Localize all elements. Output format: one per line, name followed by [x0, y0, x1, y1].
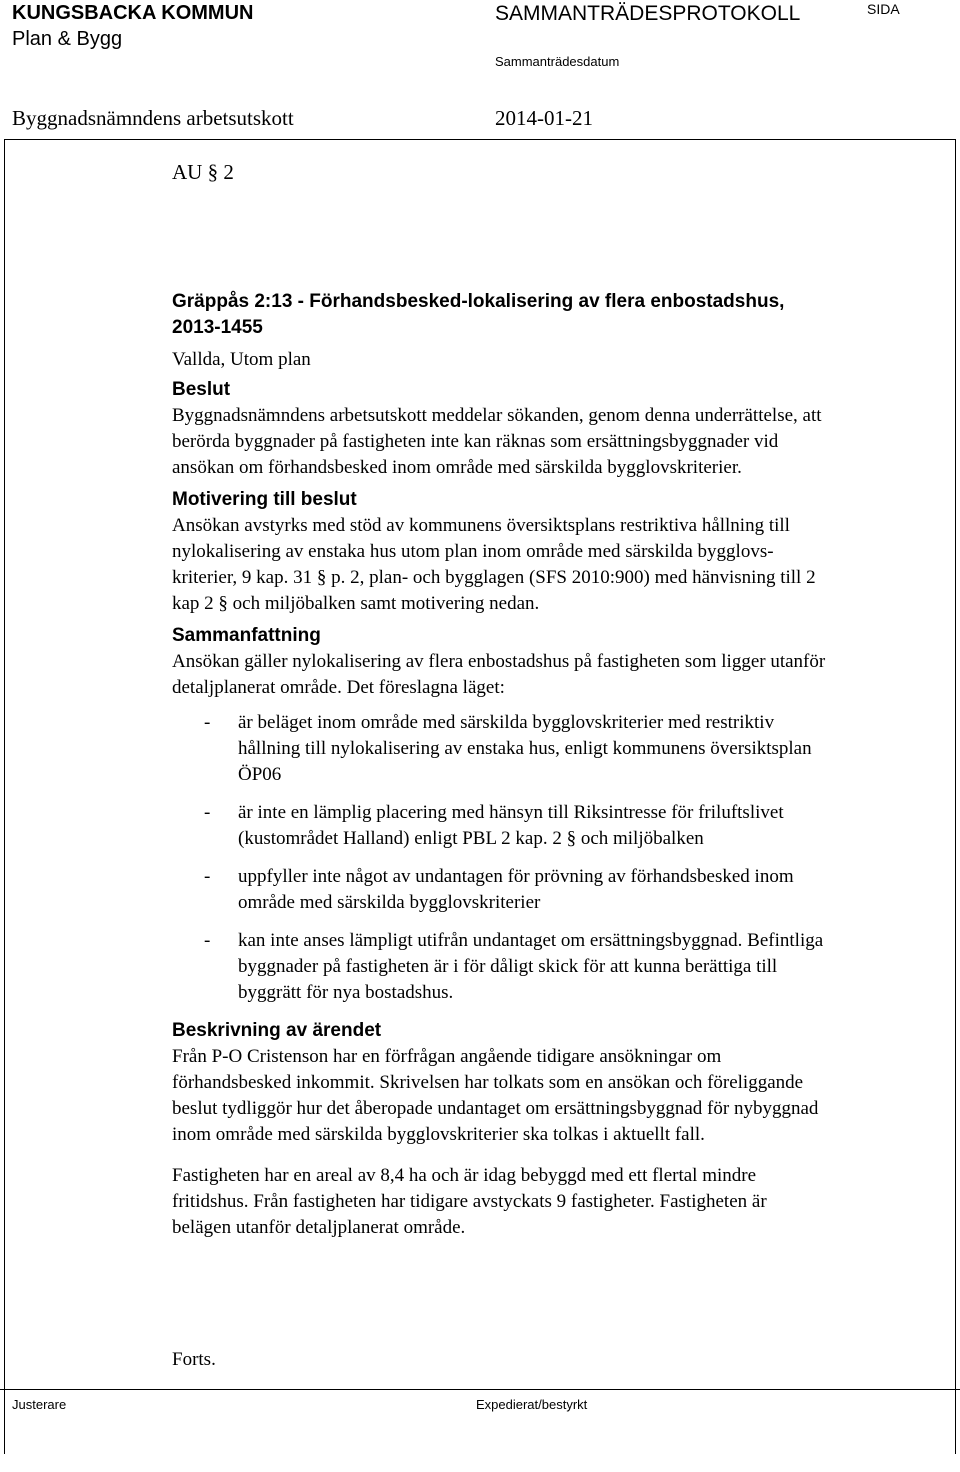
case-number: AU § 2 [172, 160, 234, 184]
case-location: Vallda, Utom plan [172, 349, 311, 370]
summary-heading: Sammanfattning [172, 625, 321, 646]
dash-bullet: - [204, 802, 211, 823]
meeting-date-label: Sammanträdesdatum [495, 54, 620, 69]
summary-intro: Ansökan gäller nylokalisering av flera enbostadshus på fastigheten som ligger utanför detaljplanerat område. Det föreslagna läget: [172, 651, 826, 698]
decision-heading: Beslut [172, 379, 231, 400]
list-item-text: är inte en lämplig placering med hänsyn till Riksintresse för friluftslivet (kustområdet Halland) enligt PBL 2 kap. 2 § och miljöbalken [238, 802, 784, 849]
committee-name: Byggnadsnämndens arbetsutskott [12, 106, 294, 130]
list-item [172, 800, 944, 852]
list-item [172, 710, 944, 788]
page-label: SIDA [867, 1, 900, 17]
document-type: SAMMANTRÄDESPROTOKOLL [495, 2, 801, 25]
case-title: Gräppås 2:13 - Förhandsbesked-lokalisering av flera enbostadshus, 2013-1455 [172, 291, 785, 338]
meeting-date: 2014-01-21 [495, 106, 593, 130]
organization-name: KUNGSBACKA KOMMUN [12, 2, 254, 24]
dash-bullet: - [204, 866, 211, 887]
list-item-text: kan inte anses lämpligt utifrån undantaget om ersättningsbyggnad. Befintliga byggnader på fastigheten är i för dåligt skick för att kunna berättiga till byggrätt för nya bostadshus. [238, 930, 824, 1003]
dash-bullet: - [204, 930, 211, 951]
list-item [172, 864, 944, 916]
summary-list [172, 710, 944, 1006]
continuation-note: Forts. [172, 1349, 216, 1370]
decision-text: Byggnadsnämndens arbetsutskott meddelar sökanden, genom denna underrättelse, att berörda byggnader på fastigheten inte kan räknas som ersättningsbyggnader vid ansökan om förhandsbesked inom område med särskilda bygglovskriterier. [172, 405, 822, 478]
description-paragraph-1: Från P-O Cristenson har en förfrågan angående tidigare ansökningar om förhandsbesked inkommit. Skrivelsen har tolkats som en ansökan och föreliggande beslut tydliggör hur det åberopade undantaget om ersättningsbyggnad för nybyggnad inom område med särskilda bygglovskriterier ska tolkas i aktuellt fall. [172, 1046, 819, 1145]
description-heading: Beskrivning av ärendet [172, 1020, 382, 1041]
motivation-heading: Motivering till beslut [172, 489, 357, 510]
description-paragraph-2: Fastigheten har en areal av 8,4 ha och är idag bebyggd med ett flertal mindre fritidshus. Från fastigheten har tidigare avstyckats 9 fastigheter. Fastigheten är belägen utanför detaljplanerat område. [172, 1165, 767, 1238]
motivation-text: Ansökan avstyrks med stöd av kommunens översiktsplans restriktiva hållning till nylokalisering av enstaka hus utom plan inom område med särskilda bygglovs- kriterier, 9 kap. 31 § p. 2, plan- och bygglagen (SFS 2010:900) med hänvisning till 2 kap 2 § och miljöbalken samt motivering nedan. [172, 515, 816, 614]
list-item [172, 928, 944, 1006]
footer-divider [0, 1389, 960, 1390]
dash-bullet: - [204, 712, 211, 733]
verifier-label: Justerare [12, 1397, 67, 1412]
protocol-body [172, 289, 944, 1241]
dispatched-label: Expedierat/bestyrkt [476, 1397, 588, 1412]
department-name: Plan & Bygg [12, 28, 123, 50]
list-item-text: är beläget inom område med särskilda bygglovskriterier med restriktiv hållning till nylokalisering av enstaka hus, enligt kommunens översiktsplan ÖP06 [238, 712, 812, 785]
list-item-text: uppfyller inte något av undantagen för prövning av förhandsbesked inom område med särskilda bygglovskriterier [238, 866, 794, 913]
